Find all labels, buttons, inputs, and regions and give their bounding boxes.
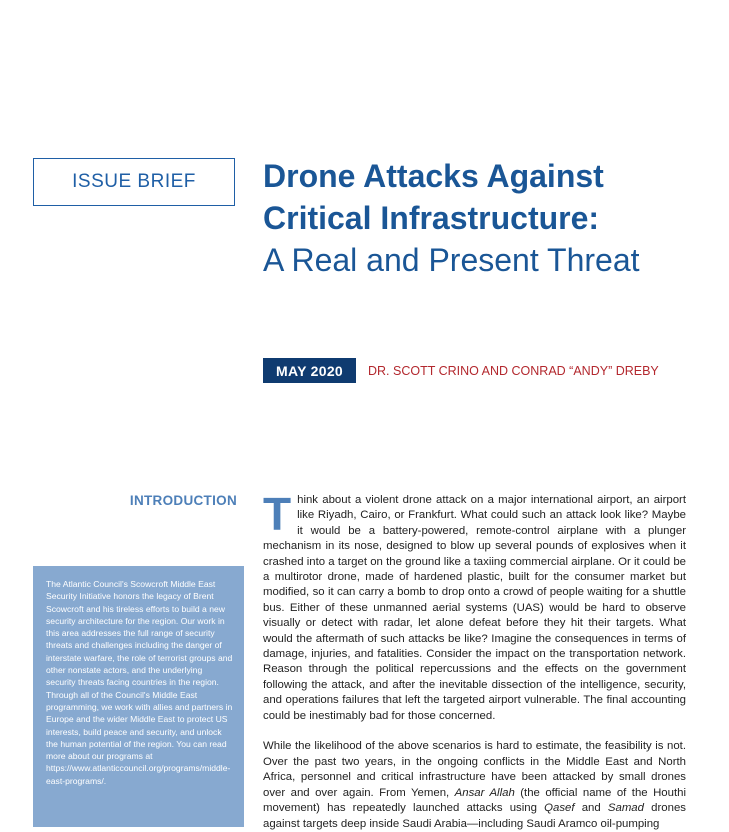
paragraph-1 [263, 488, 686, 724]
introduction-heading: INTRODUCTION [129, 493, 237, 508]
paragraph-2-part-a: While the likelihood of the above scenarios is hard to estimate, the feasibility is not. Over the past two years, in the ongoing conflicts in the Middle East and North Africa, personnel and critical infrastructure have been attacked by small drones over and over again. From Yemen, [263, 740, 686, 799]
introduction-body [263, 488, 686, 832]
paragraph-2-part-c: and [574, 802, 608, 815]
date-text: MAY 2020 [275, 362, 343, 379]
paragraph-2-em-samad: Samad [607, 802, 644, 815]
issue-brief-label [33, 158, 235, 206]
sidebar-about-box [33, 566, 244, 827]
paragraph-2-em-qasef: Qasef [544, 802, 575, 815]
title-line-3: A Real and Present Threat [263, 242, 640, 278]
document-title [263, 155, 713, 281]
paragraph-1-text: hink about a violent drone attack on a major international airport, an airport like Riyadh, Cairo, or Frankfurt. What could such an attack look like? Maybe it would be a battery-powered, remote-control airplane with a plunger mechanism in its nose, designed to blow up several pounds of explosives when it crashed into a target on the ground like a taxiing commercial airplane. Or it could be a multirotor drone, made of hardened plastic, built for the consumer market but modified, so it can carry a bomb to drop onto a crowd of people waiting for a shuttle bus. Either of these unmanned aerial systems (UAS) would be hard to observe visually or detect with radar, let alone defeat before they hit their targets. What would the aftermath of such attacks be like? Imagine the consequences in terms of damage, injuries, and fatalities. Consider the impact on the transportation network. Reason through the political repercussions and the effects on the government following the attack, and after the inevitable dissection of the intelligence, security, and operations failures that left the targeted airport vulnerable. The final accounting could be inestimably bad for those concerned. [263, 494, 686, 722]
date-badge [263, 358, 356, 383]
paragraph-2-em-ansar-allah: Ansar Allah [454, 786, 515, 799]
paragraph-2-part-b: (the official name of the Houthi movement) has repeatedly launched attacks using [263, 786, 686, 815]
title-line-1: Drone Attacks Against [263, 158, 604, 194]
issue-brief-text: ISSUE BRIEF [72, 171, 196, 192]
drop-cap: T [263, 488, 292, 540]
authors-byline: DR. SCOTT CRINO AND CONRAD “ANDY” DREBY [368, 364, 659, 378]
paragraph-2-part-d: drones against targets deep inside Saudi Arabia—including Saudi Aramco oil-pumping [263, 802, 686, 830]
paragraph-2 [263, 739, 686, 831]
sidebar-text: The Atlantic Council's Scowcroft Middle East Security Initiative honors the legacy of Brent Scowcroft and his tireless efforts to build a new security architecture for the region. Our work in this area addresses the full range of security threats and challenges including the danger of interstate warfare, the role of terrorist groups and other nonstate actors, and the underlying security threats facing countries in the region. Through all of the Council's Middle East programming, we work with allies and partners in Europe and the wider Middle East to protect US interests, build peace and security, and unlock the human potential of the region. You can read more about our programs at https://www.atlanticcouncil.org/programs/middle-east-programs/. [46, 579, 233, 786]
title-line-2: Critical Infrastructure: [263, 200, 600, 236]
